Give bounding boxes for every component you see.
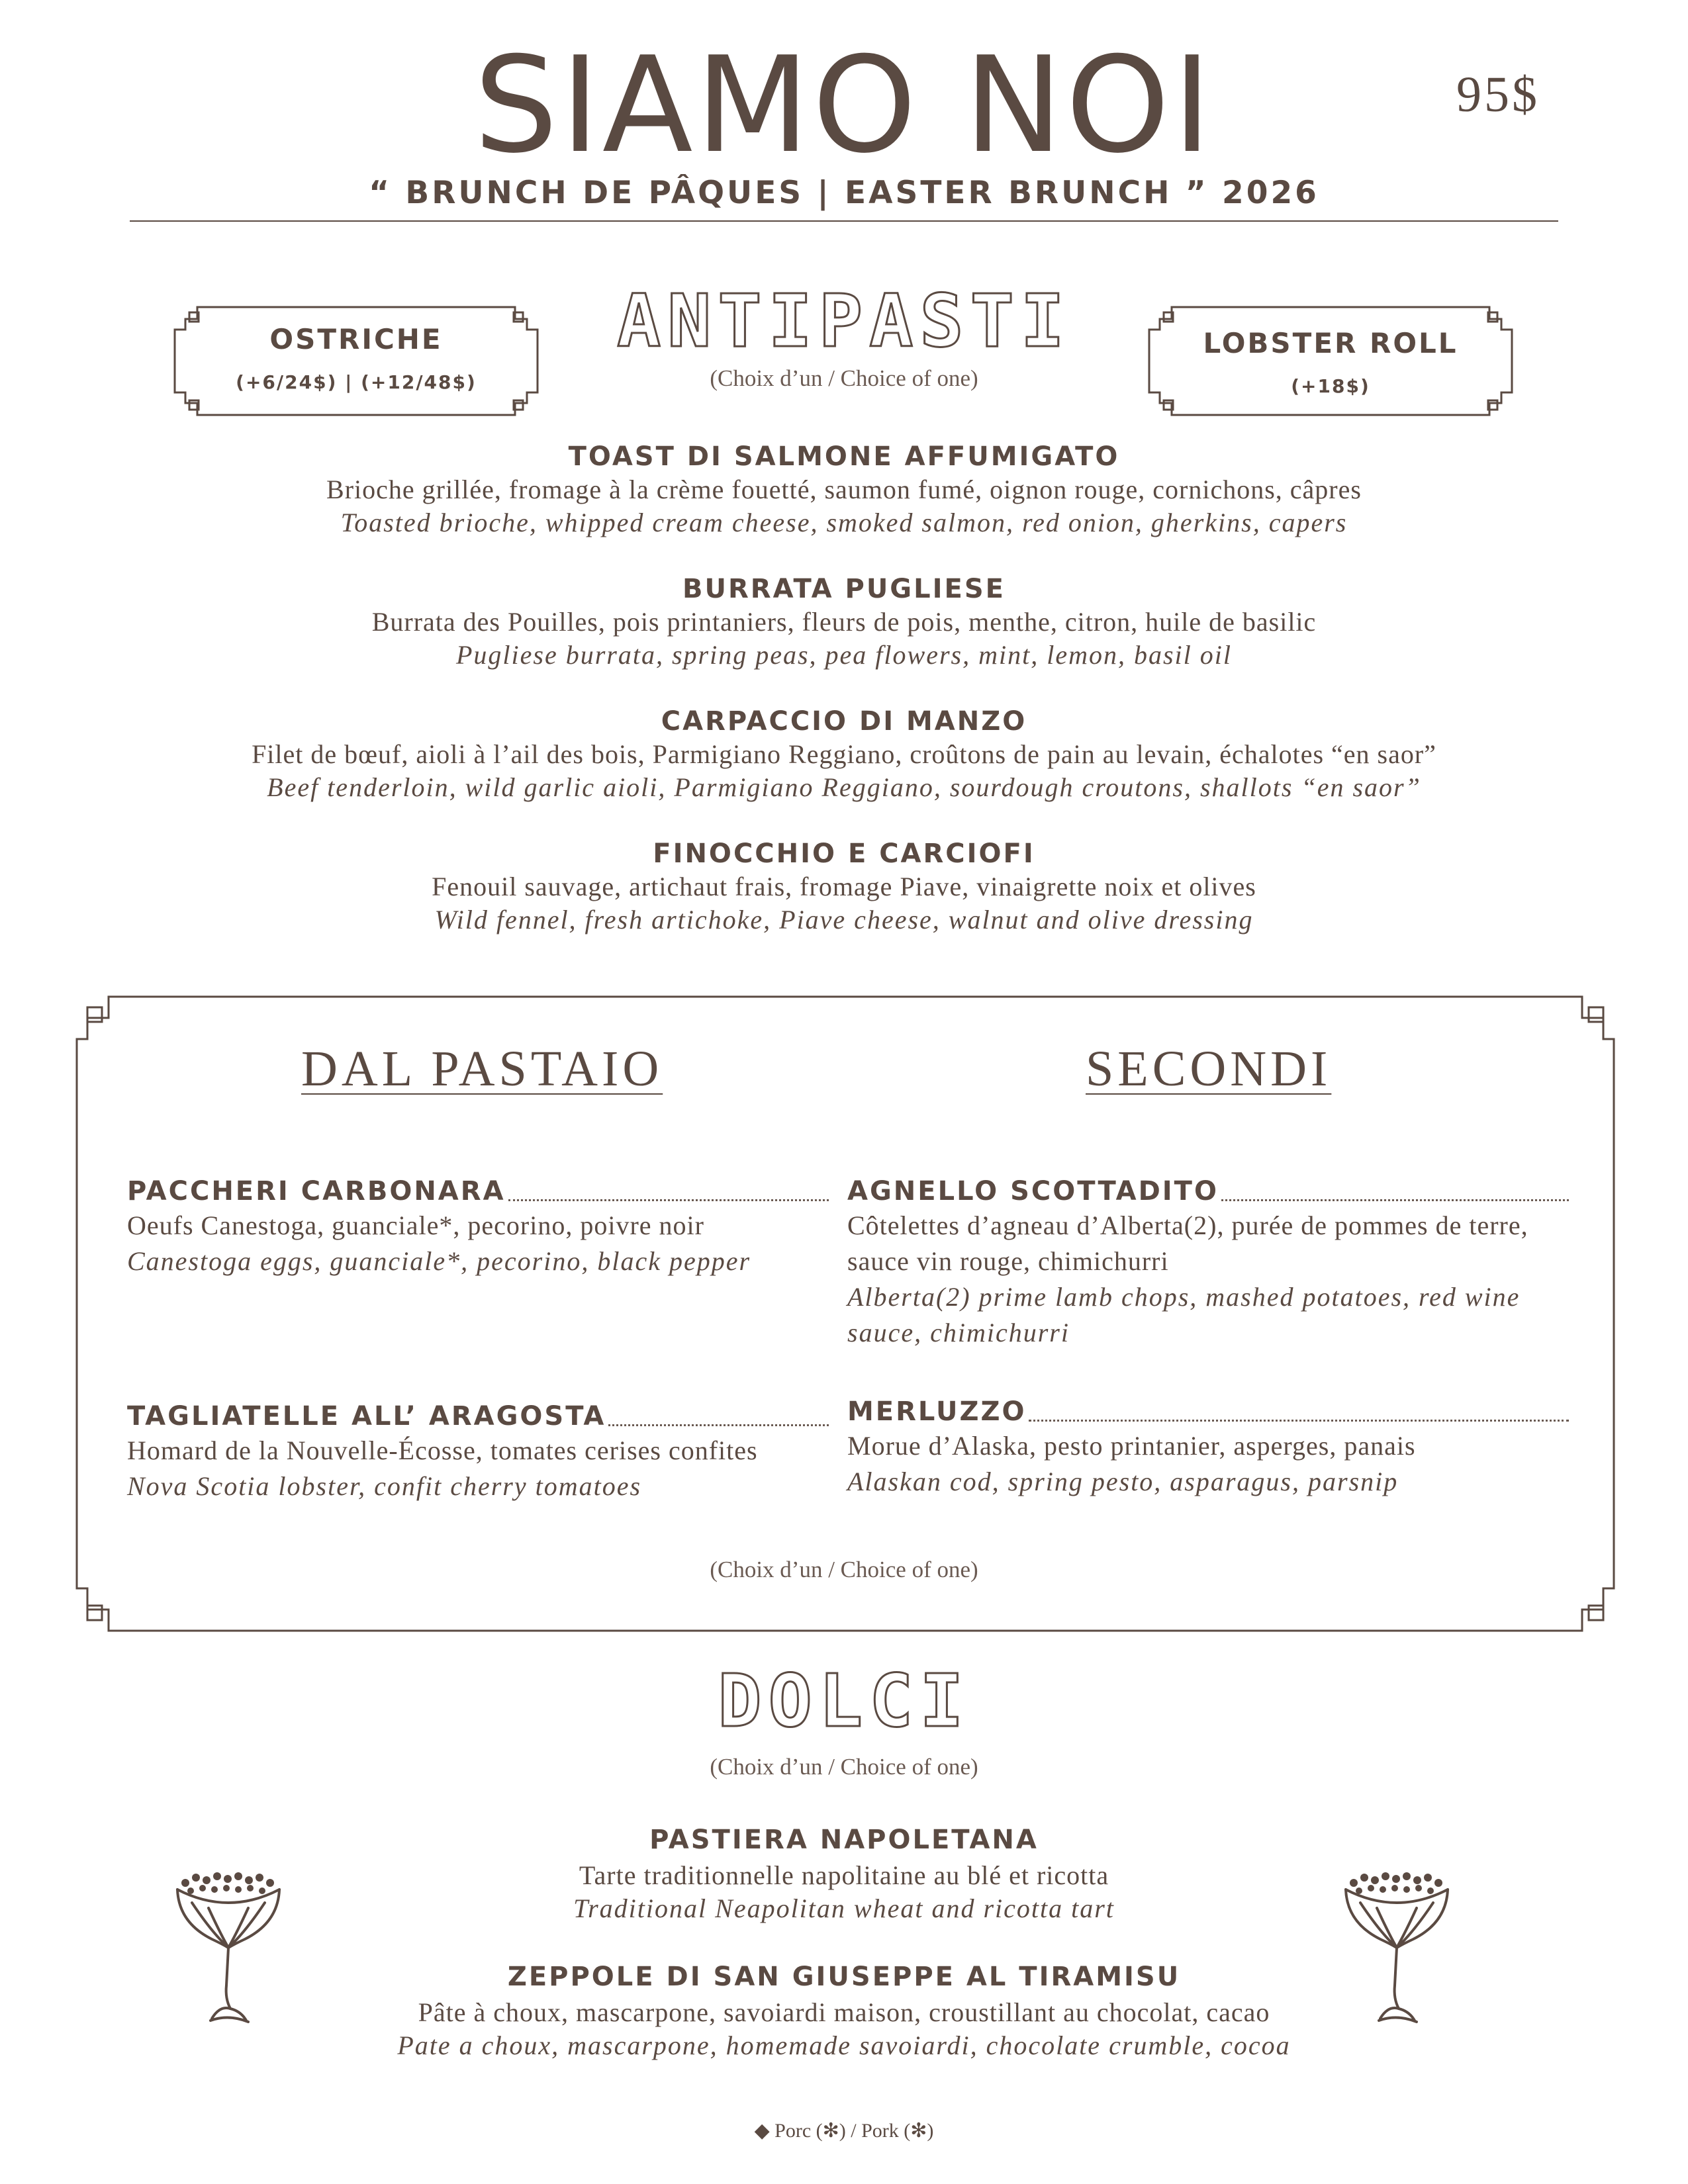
dish-name: TOAST DI SALMONE AFFUMIGATO bbox=[568, 441, 1120, 472]
ornate-frame bbox=[171, 303, 541, 419]
antipasti-item bbox=[0, 705, 1688, 804]
dotted-leader bbox=[608, 1424, 829, 1426]
dish-name: FINOCCHIO E CARCIOFI bbox=[653, 839, 1035, 869]
dish-description-en: Wild fennel, fresh artichoke, Piave cheese, walnut and olive dressing bbox=[434, 905, 1254, 934]
header-divider bbox=[130, 220, 1558, 222]
dish-name: TAGLIATELLE ALL’ ARAGOSTA bbox=[127, 1401, 606, 1432]
dish-description-fr: Oeufs Canestoga, guanciale*, pecorino, poivre noir bbox=[127, 1210, 704, 1240]
antipasti-item bbox=[0, 440, 1688, 539]
dish-name: PASTIERA NAPOLETANA bbox=[649, 1825, 1039, 1855]
dotted-leader bbox=[1029, 1420, 1569, 1422]
dish-name: MERLUZZO bbox=[847, 1396, 1027, 1427]
coupe-glass-icon bbox=[172, 1870, 285, 2028]
antipasti-item bbox=[0, 837, 1688, 936]
ostriche-price: (+6/24$) | (+12/48$) bbox=[236, 371, 477, 393]
dish-name: ZEPPOLE DI SAN GIUSEPPE AL TIRAMISU bbox=[507, 1962, 1181, 1992]
dish-description-fr: Morue d’Alaska, pesto printanier, asperges, panais bbox=[847, 1431, 1416, 1461]
dish-description-en: Alberta(2) prime lamb chops, mashed potatoes, red wine sauce, chimichurri bbox=[847, 1282, 1521, 1347]
dish-description-en: Traditional Neapolitan wheat and ricotta tart bbox=[573, 1893, 1115, 1923]
lobster-roll-box bbox=[1145, 303, 1516, 419]
secondi-item bbox=[847, 1395, 1569, 1500]
dish-name: BURRATA PUGLIESE bbox=[682, 574, 1006, 604]
dish-description-en: Nova Scotia lobster, confit cherry tomatoes bbox=[127, 1471, 642, 1501]
dish-description-fr: Fenouil sauvage, artichaut frais, fromage Piave, vinaigrette noix et olives bbox=[432, 872, 1256, 901]
pasta-item bbox=[127, 1400, 829, 1504]
brand-logo: SIAMO NOI bbox=[473, 28, 1215, 183]
dish-name: AGNELLO SCOTTADITO bbox=[847, 1176, 1219, 1206]
dish-description-en: Beef tenderloin, wild garlic aioli, Parmigiano Reggiano, sourdough croutons, shallots “en saor” bbox=[267, 772, 1421, 802]
dish-description-fr: Pâte à choux, mascarpone, savoiardi maison, croustillant au chocolat, cacao bbox=[418, 1997, 1270, 2027]
menu-subtitle: “ BRUNCH DE PÂQUES | EASTER BRUNCH ” 2026 bbox=[369, 175, 1319, 211]
secondi-title: SECONDI bbox=[1086, 1041, 1332, 1097]
dish-description-en: Pate a choux, mascarpone, homemade savoiardi, chocolate crumble, cocoa bbox=[397, 2030, 1291, 2060]
coupe-glass-icon bbox=[1340, 1870, 1453, 2028]
dish-description-en: Toasted brioche, whipped cream cheese, smoked salmon, red onion, gherkins, capers bbox=[340, 508, 1348, 537]
secondi-item bbox=[847, 1175, 1569, 1351]
pork-legend: ◆ Porc (✻) / Pork (✻) bbox=[754, 2120, 934, 2142]
dotted-leader bbox=[508, 1199, 829, 1201]
antipasti-item bbox=[0, 572, 1688, 672]
lobster-roll-price: (+18$) bbox=[1291, 375, 1370, 397]
dish-description-en: Pugliese burrata, spring peas, pea flowers, mint, lemon, basil oil bbox=[456, 640, 1232, 670]
dish-description-fr: Tarte traditionnelle napolitaine au blé et ricotta bbox=[579, 1860, 1109, 1890]
lobster-roll-label: LOBSTER ROLL bbox=[1203, 327, 1458, 359]
dolci-title: DOLCI bbox=[718, 1659, 970, 1743]
dish-name: PACCHERI CARBONARA bbox=[127, 1176, 506, 1206]
ostriche-label: OSTRICHE bbox=[269, 323, 443, 355]
dal-pastaio-title: DAL PASTAIO bbox=[301, 1041, 663, 1097]
dish-description-fr: Burrata des Pouilles, pois printaniers, fleurs de pois, menthe, citron, huile de basilic bbox=[371, 607, 1317, 637]
dotted-leader bbox=[1221, 1199, 1569, 1201]
dish-description-fr: Homard de la Nouvelle-Écosse, tomates cerises confites bbox=[127, 1435, 758, 1465]
dish-description-fr: Filet de bœuf, aioli à l’ail des bois, Parmigiano Reggiano, croûtons de pain au levain, échalotes “en saor” bbox=[252, 739, 1436, 769]
dish-description-en: Alaskan cod, spring pesto, asparagus, parsnip bbox=[847, 1467, 1399, 1496]
dish-description-en: Canestoga eggs, guanciale*, pecorino, black pepper bbox=[127, 1246, 751, 1276]
mains-choose: (Choix d’un / Choice of one) bbox=[710, 1557, 978, 1582]
dolci-choose: (Choix d’un / Choice of one) bbox=[710, 1754, 978, 1780]
antipasti-title: ANTIPASTI bbox=[616, 279, 1072, 363]
antipasti-choose: (Choix d’un / Choice of one) bbox=[710, 365, 978, 391]
menu-price: 95$ bbox=[1456, 67, 1540, 122]
dish-name: CARPACCIO DI MANZO bbox=[661, 706, 1027, 737]
ostriche-box bbox=[171, 303, 541, 419]
dish-description-fr: Côtelettes d’agneau d’Alberta(2), purée de pommes de terre, sauce vin rouge, chimichurri bbox=[847, 1210, 1528, 1276]
pasta-item bbox=[127, 1175, 829, 1279]
dish-description-fr: Brioche grillée, fromage à la crème fouetté, saumon fumé, oignon rouge, cornichons, câpres bbox=[326, 475, 1362, 504]
